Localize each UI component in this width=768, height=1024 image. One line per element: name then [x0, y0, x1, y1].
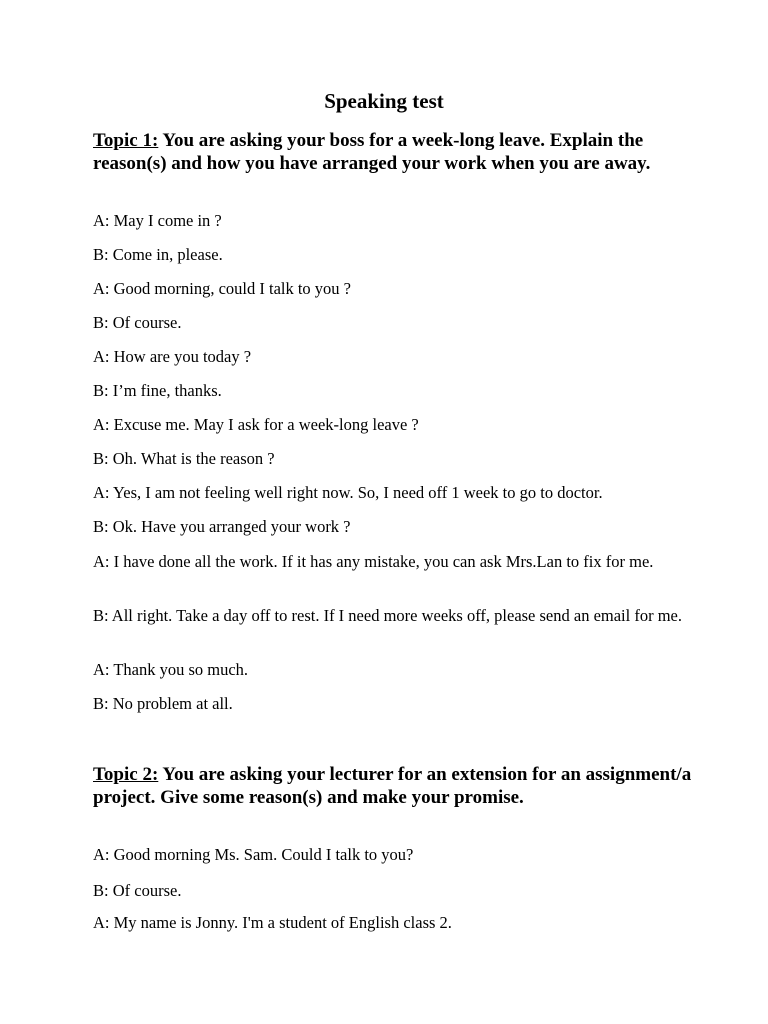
topic-1-prompt: You are asking your boss for a week-long leave. Explain the reason(s) and how you have arranged your work when you are away. — [93, 130, 651, 174]
dialogue-line: A: My name is Jonny. I'm a student of English class 2. — [93, 913, 452, 932]
dialogue-line: B: Oh. What is the reason ? — [93, 449, 275, 468]
topic-2-heading — [93, 763, 693, 809]
document-title: Speaking test — [324, 89, 444, 113]
dialogue-line: A: May I come in ? — [93, 211, 222, 230]
dialogue-line: A: Thank you so much. — [93, 660, 249, 679]
topic-2-prompt: You are asking your lecturer for an extension for an assignment/a project. Give some reason(s) and make your promise. — [93, 764, 692, 808]
dialogue-line: A: Yes, I am not feeling well right now. So, I need off 1 week to go to doctor. — [93, 483, 603, 502]
dialogue-line: A: Excuse me. May I ask for a week-long leave ? — [93, 415, 419, 434]
dialogue-line: B: Of course. — [93, 313, 182, 332]
dialogue-line: A: Good morning, could I talk to you ? — [93, 279, 352, 298]
dialogue-line: B: No problem at all. — [93, 694, 233, 713]
dialogue-line: A: How are you today ? — [93, 347, 252, 366]
topic-1-label: Topic 1: — [93, 130, 159, 151]
topic-1-heading — [93, 129, 693, 175]
dialogue-line: B: Ok. Have you arranged your work ? — [93, 517, 351, 536]
dialogue-line: A: Good morning Ms. Sam. Could I talk to you? — [93, 845, 414, 864]
dialogue-line: B: All right. Take a day off to rest. If I need more weeks off, please send an email for me. — [93, 606, 682, 625]
dialogue-line: B: Of course. — [93, 881, 182, 900]
topic-2-label: Topic 2: — [93, 764, 159, 785]
dialogue-line: B: I’m fine, thanks. — [93, 381, 222, 400]
dialogue-line: A: I have done all the work. If it has any mistake, you can ask Mrs.Lan to fix for me. — [93, 552, 654, 571]
dialogue-line: B: Come in, please. — [93, 245, 223, 264]
